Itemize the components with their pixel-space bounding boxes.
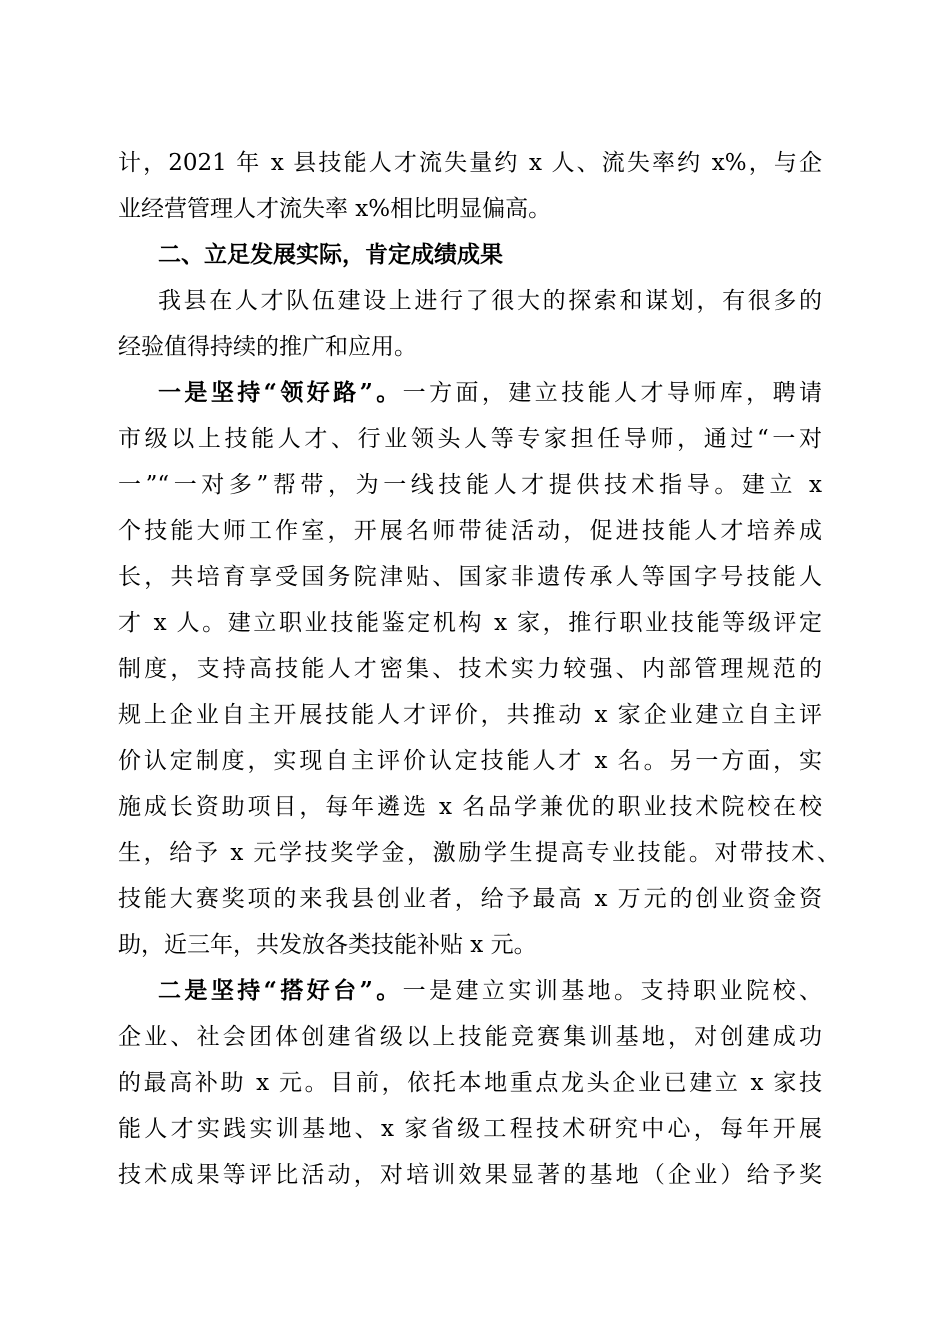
text-line: 规上企业自主开展技能人才评价，共推动 x 家企业建立自主评 bbox=[118, 702, 822, 728]
paragraph-lead: 二是坚持“搭好台”。 bbox=[158, 977, 403, 1004]
text-line-rest: 一是建立实训基地。支持职业院校、 bbox=[402, 978, 822, 1004]
paragraph bbox=[118, 140, 840, 232]
document-page bbox=[118, 140, 840, 1198]
text-line: 长，共培育享受国务院津贴、国家非遗传承人等国字号技能人 bbox=[118, 564, 822, 590]
text-line: 生，给予 x 元学技奖学金，激励学生提高专业技能。对带技术、 bbox=[118, 840, 840, 866]
text-line: 经验值得持续的推广和应用。 bbox=[118, 334, 417, 360]
text-line: 技术成果等评比活动，对培训效果显著的基地（企业）给予奖 bbox=[118, 1162, 822, 1188]
text-line: 一”“一对多”帮带，为一线技能人才提供技术指导。建立 x bbox=[118, 472, 822, 498]
text-line: 价认定制度，实现自主评价认定技能人才 x 名。另一方面，实 bbox=[118, 748, 822, 774]
text-line: 计，2021 年 x 县技能人才流失量约 x 人、流失率约 x%，与企 bbox=[118, 150, 822, 176]
text-line bbox=[158, 968, 822, 1014]
text-line: 市级以上技能人才、行业领头人等专家担任导师，通过“一对 bbox=[118, 426, 822, 452]
paragraph bbox=[118, 278, 840, 370]
paragraph bbox=[118, 968, 840, 1198]
section-heading: 二、立足发展实际，肯定成绩成果 bbox=[158, 241, 503, 268]
paragraph-lead: 一是坚持“领好路”。 bbox=[158, 379, 403, 406]
paragraph bbox=[118, 370, 840, 968]
text-line: 我县在人才队伍建设上进行了很大的探索和谋划，有很多的 bbox=[158, 288, 822, 314]
text-line: 能人才实践实训基地、x 家省级工程技术研究中心，每年开展 bbox=[118, 1116, 822, 1142]
text-line bbox=[158, 370, 822, 416]
text-line: 助，近三年，共发放各类技能补贴 x 元。 bbox=[118, 932, 537, 958]
text-line: 才 x 人。建立职业技能鉴定机构 x 家，推行职业技能等级评定 bbox=[118, 610, 822, 636]
text-line: 的最高补助 x 元。目前，依托本地重点龙头企业已建立 x 家技 bbox=[118, 1070, 822, 1096]
text-line-rest: 一方面，建立技能人才导师库，聘请 bbox=[402, 380, 822, 406]
text-line: 施成长资助项目，每年遴选 x 名品学兼优的职业技术院校在校 bbox=[118, 794, 822, 820]
text-line: 技能大赛奖项的来我县创业者，给予最高 x 万元的创业资金资 bbox=[118, 886, 822, 912]
text-line: 制度，支持高技能人才密集、技术实力较强、内部管理规范的 bbox=[118, 656, 822, 682]
text-line: 企业、社会团体创建省级以上技能竞赛集训基地，对创建成功 bbox=[118, 1024, 822, 1050]
text-line: 个技能大师工作室，开展名师带徒活动，促进技能人才培养成 bbox=[118, 518, 822, 544]
text-line: 业经营管理人才流失率 x%相比明显偏高。 bbox=[118, 196, 552, 222]
